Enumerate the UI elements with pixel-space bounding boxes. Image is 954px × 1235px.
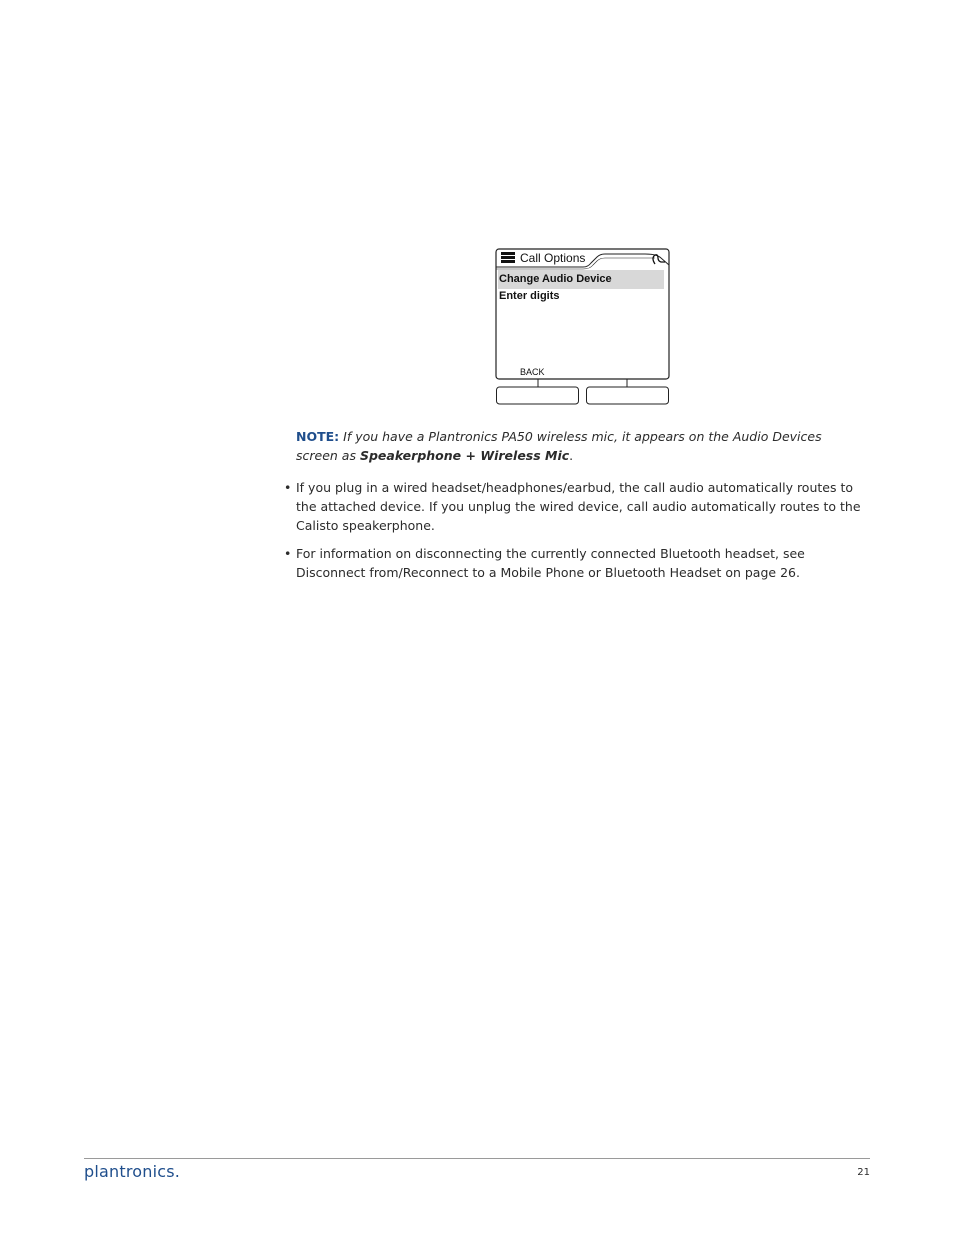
bullet-text: For information on disconnecting the currently connected Bluetooth headset, see Disconnect from/Reconnect to a Mobile Phone or Bluetooth Headset on page 26. (296, 546, 805, 580)
bullet-text: If you plug in a wired headset/headphones/earbud, the call audio automatically routes to the attached device. If you unplug the wired device, call audio automatically routes to the Calisto speakerphone. (296, 480, 861, 533)
menu-item-change-audio-device[interactable]: Change Audio Device (499, 273, 612, 285)
note-text: If you have a Plantronics PA50 wireless mic, it appears on the Audio Devices screen as (296, 429, 822, 463)
device-screen-illustration (495, 248, 670, 408)
menu-icon (501, 252, 515, 263)
note-paragraph (296, 427, 866, 465)
screen-title: Call Options (520, 251, 586, 265)
device-frame (495, 248, 670, 408)
page-number: 21 (857, 1167, 870, 1178)
list-item (284, 544, 864, 582)
note-end: . (569, 448, 574, 463)
note-emphasis: Speakerphone + Wireless Mic (359, 448, 570, 463)
bullet-icon: • (284, 546, 292, 561)
note-label: NOTE: (296, 429, 340, 444)
list-item (284, 478, 864, 535)
softkey-back-label: BACK (520, 367, 545, 377)
footer-divider (84, 1158, 870, 1159)
bullet-icon: • (284, 480, 292, 495)
menu-item-enter-digits[interactable]: Enter digits (499, 290, 560, 302)
plantronics-logo: plantronics. (84, 1162, 181, 1181)
bullet-list (284, 478, 864, 591)
